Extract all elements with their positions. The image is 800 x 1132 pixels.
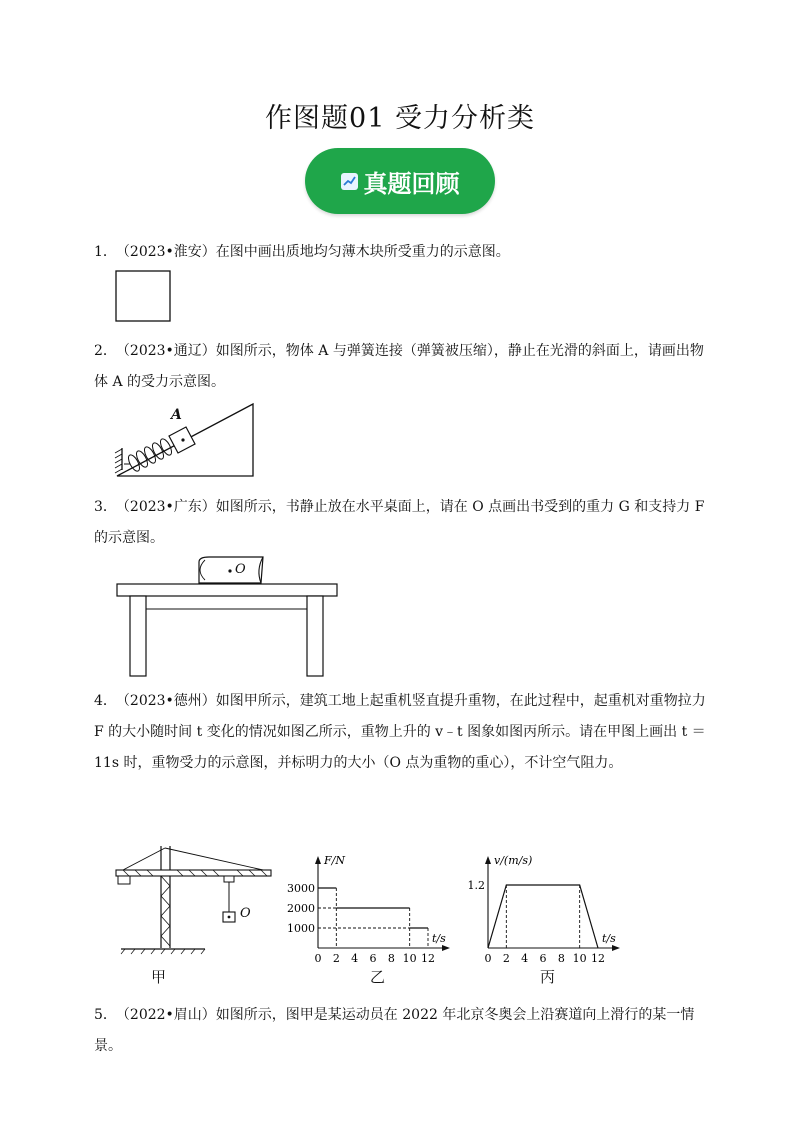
x-tick-label: 12	[421, 952, 435, 965]
x-tick-label: 0	[484, 952, 492, 965]
x-tick-label: 12	[591, 952, 605, 965]
crane-label-o: O	[240, 906, 251, 921]
crane-caption: 甲	[151, 968, 167, 986]
question-5: 5． （2022•眉山）如图所示，图甲是某运动员在 2022 年北京冬奥会上沿赛道向上滑行的某一情景。	[94, 1007, 695, 1054]
x-axis-label: t/s	[432, 932, 446, 945]
x-tick-label: 2	[502, 952, 510, 965]
x-tick-label: 10	[402, 952, 417, 965]
force-time-chart	[284, 852, 464, 970]
tabletop	[117, 584, 337, 596]
chart-b-caption: 乙	[370, 968, 386, 986]
y-axis-label: v/(m/s)	[494, 854, 533, 867]
y-axis-label: F/N	[324, 854, 345, 867]
x-tick-label: 8	[387, 952, 395, 965]
wall-hatch	[115, 449, 122, 473]
section-badge	[305, 148, 495, 214]
point-o	[228, 569, 231, 572]
spring	[124, 437, 174, 473]
y-axis-arrow	[485, 856, 491, 864]
x-tick-label: 2	[332, 952, 340, 965]
crane-lattice	[161, 876, 170, 946]
table-leg-right	[307, 596, 323, 676]
question-4: 4． （2023•德州）如图甲所示，建筑工地上起重机竖直提升重物，在此过程中，起重机对重物拉力 F 的大小随时间 t 变化的情况如图乙所示，重物上升的 v﹣t 图象如图丙所示。请在甲图上画出 t ＝11s 时，重物受力的示意图，并标明力的大小（O 点为重物的重心），不计空气阻力。	[94, 693, 706, 771]
question-1: 1． （2023•淮安）在图中画出质地均匀薄木块所受重力的示意图。	[94, 244, 510, 260]
page-title: 作图题01 受力分析类	[265, 103, 535, 134]
crane-figure	[113, 846, 278, 956]
velocity-line	[488, 885, 598, 948]
y-axis-arrow	[315, 856, 321, 864]
wood-block	[116, 271, 170, 321]
y-tick-label: 1.2	[467, 879, 485, 892]
x-tick-label: 8	[557, 952, 565, 965]
y-tick-label: 1000	[287, 922, 315, 935]
chart-c-caption: 丙	[540, 968, 556, 986]
table-leg-left	[130, 596, 146, 676]
velocity-time-chart	[458, 852, 638, 970]
x-axis-label: t/s	[602, 932, 616, 945]
badge-text: 真题回顾	[363, 169, 460, 198]
incline-spring-figure	[112, 398, 262, 480]
x-tick-label: 6	[539, 952, 547, 965]
block-a-center	[181, 438, 184, 441]
question-3: 3． （2023•广东）如图所示，书静止放在水平桌面上，请在 O 点画出书受到的重力 G 和支持力 F 的示意图。	[94, 499, 705, 546]
wood-block-figure	[114, 270, 174, 324]
crane-jib	[116, 870, 271, 876]
x-tick-label: 10	[572, 952, 587, 965]
label-o: O	[235, 562, 246, 577]
table-book-figure	[113, 555, 343, 681]
question-2: 2． （2023•通辽）如图所示，物体 A 与弹簧连接（弹簧被压缩），静止在光滑的斜面上，请画出物体 A 的受力示意图。	[94, 343, 704, 390]
x-axis-arrow	[442, 945, 450, 951]
y-tick-label: 3000	[287, 882, 315, 895]
x-axis-arrow	[612, 945, 620, 951]
x-tick-label: 4	[351, 952, 359, 965]
label-a: A	[171, 407, 182, 423]
x-tick-label: 4	[521, 952, 529, 965]
x-tick-label: 6	[369, 952, 377, 965]
chart-line-icon	[341, 173, 358, 190]
x-tick-label: 0	[314, 952, 322, 965]
y-tick-label: 2000	[287, 902, 315, 915]
